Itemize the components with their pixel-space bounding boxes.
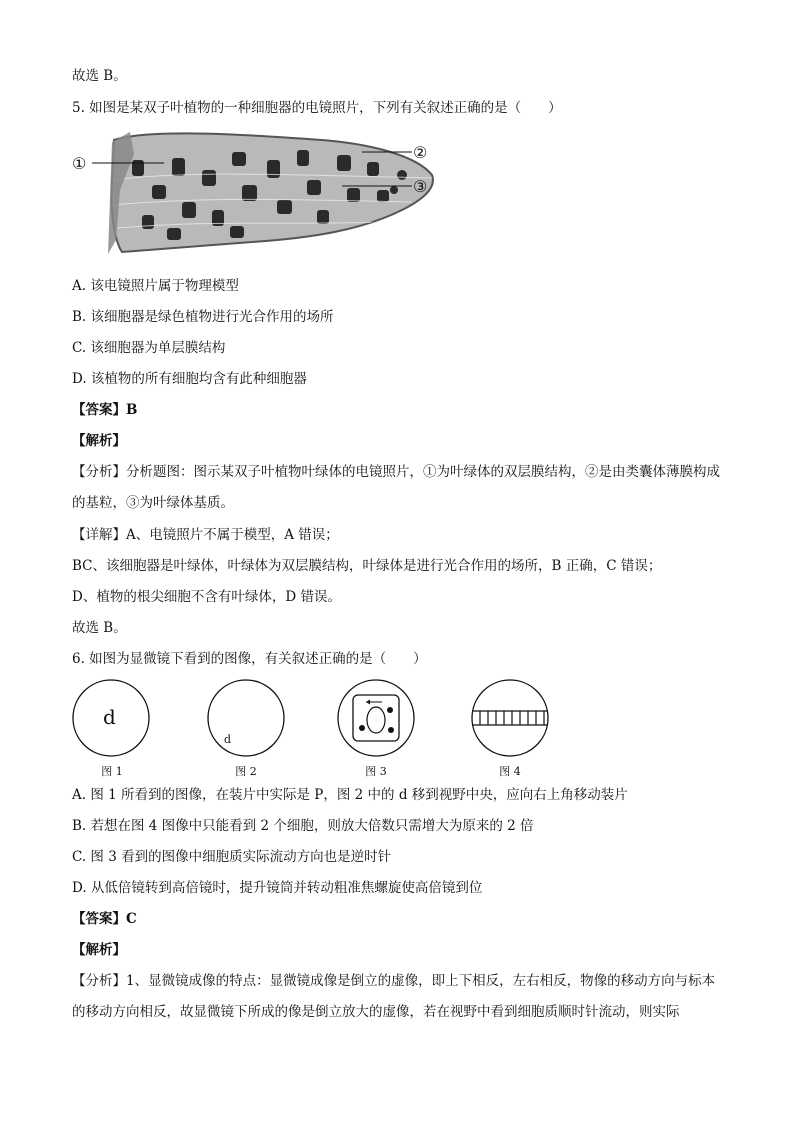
fig4-cell-row [473,711,547,725]
q6-option-b: B. 若想在图 4 图像中只能看到 2 个细胞，则放大倍数只需增大为原来的 2 倍 [72,818,534,834]
label-3: ③ [413,177,428,196]
q6-option-c: C. 图 3 看到的图像中细胞质实际流动方向也是逆时针 [72,849,392,865]
fig3-field-circle [338,680,414,756]
q4-conclusion: 故选 B。 [72,68,127,84]
chloroplast-micrograph [72,130,442,258]
fig3-vacuole [367,707,385,733]
fig3-caption: 图 3 [365,765,387,778]
q6-option-d: D. 从低倍镜转到高倍镜时，提升镜筒并转动粗准焦螺旋使高倍镜到位 [72,880,483,896]
q5-fenxi: 【分析】分析题图：图示某双子叶植物叶绿体的电镜照片，①为叶绿体的双层膜结构，②是由类囊体薄膜构成的基粒，③为叶绿体基质。 [72,464,720,511]
fig2-caption: 图 2 [235,765,257,778]
q5-stem: 5. 如图是某双子叶植物的一种细胞器的电镜照片，下列有关叙述正确的是（ ） [72,100,562,116]
q6-stem: 6. 如图为显微镜下看到的图像，有关叙述正确的是（ ） [72,651,427,667]
microscope-figures [70,678,560,760]
fig1-letter: d [103,705,116,729]
q5-option-b: B. 该细胞器是绿色植物进行光合作用的场所 [72,309,334,325]
q5-xiangjie-bc: BC、该细胞器是叶绿体，叶绿体为双层膜结构，叶绿体是进行光合作用的场所，B 正确，C 错误； [72,558,662,574]
label-2: ② [413,143,428,162]
label-1: ① [72,154,87,173]
q6-answer: 【答案】C [72,911,137,927]
q5-xiangjie-d: D、植物的根尖细胞不含有叶绿体，D 错误。 [72,589,341,605]
fig1-caption: 图 1 [101,765,123,778]
q6-option-a: A. 图 1 所看到的图像，在装片中实际是 P，图 2 中的 d 移到视野中央，应向右上角移动装片 [72,787,628,803]
q5-analysis-head: 【解析】 [72,433,126,449]
q5-option-d: D. 该植物的所有细胞均含有此种细胞器 [72,371,307,387]
q5-answer: 【答案】B [72,402,138,418]
q6-fenxi: 【分析】1、显微镜成像的特点：显微镜成像是倒立的虚像，即上下相反，左右相反，物像的移动方向与标本的移动方向相反，故显微镜下所成的像是倒立放大的虚像，若在视野中看到细胞质顺时针流动，则实际 [72,973,716,1020]
q5-option-a: A. 该电镜照片属于物理模型 [72,278,239,294]
fig2-field-circle [208,680,284,756]
q5-option-c: C. 该细胞器为单层膜结构 [72,340,226,356]
fig4-caption: 图 4 [499,765,521,778]
q5-xiangjie-a: 【详解】A、电镜照片不属于模型，A 错误； [72,527,339,543]
q6-analysis-head: 【解析】 [72,942,126,958]
fig2-letter: d [224,733,232,746]
q5-conclusion: 故选 B。 [72,620,127,636]
